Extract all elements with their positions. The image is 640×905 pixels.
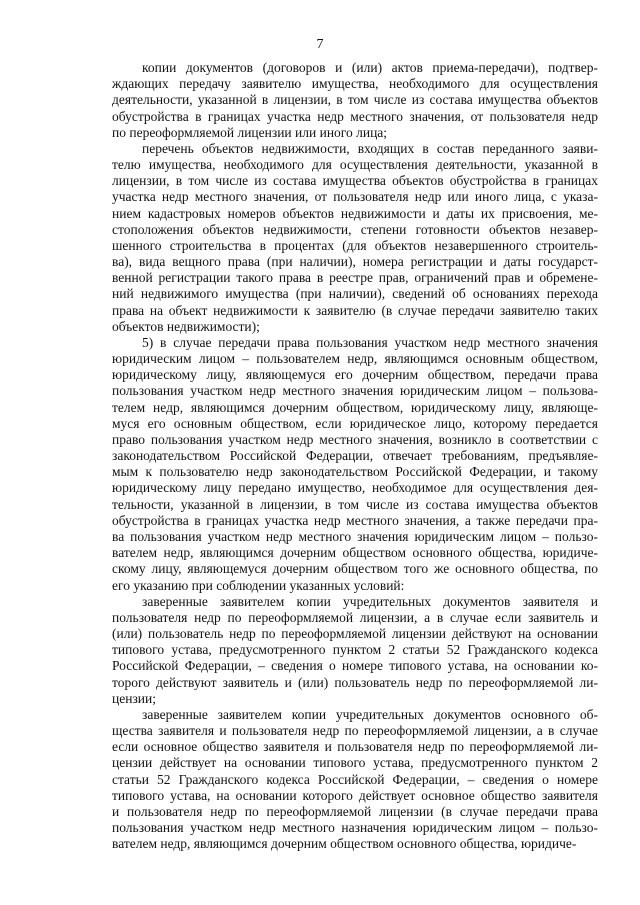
paragraph [112,594,598,707]
text-line: типового устава, на основании которого действует основное общество заявителя [112,787,598,803]
document-body [112,60,598,852]
text-line: участка недр местного значения, от пользователя недр или иного лица, с указа- [112,189,598,205]
text-line: ва пользования участком недр местного значения юридическим лицом – пользо- [112,528,598,544]
text-line: законодательством Российской Федерации, отвечает требованиям, предъявляе- [112,448,598,464]
text-line: обустройства в границах участка недр местного значения, от пользователя недр [112,108,598,124]
text-line: право пользования участком недр местного значения, возникло в соответствии с [112,431,598,447]
text-line: копии документов (договоров и (или) актов приема-передачи), подтвер- [142,60,598,75]
text-line: скому лицу, являющемуся дочерним обществом того же основного общества, по [112,561,598,577]
text-line: ва), вида вещного права (при наличии), номера регистрации и даты государст- [112,254,598,270]
text-line: телем недр, являющимся дочерним обществом, юридическому лицу, являюще- [112,399,598,415]
text-line: его указанию при соблюдении указанных условий: [112,577,405,593]
text-line: права на объект недвижимости к заявителю (в случае передачи заявителю таких [112,302,598,318]
text-line: муся его основным обществом, если юридическое лицо, которому передается [112,415,598,431]
text-line: венной регистрации такого права в реестре прав, ограничений прав и обремене- [112,270,598,286]
text-line: 5) в случае передачи права пользования участком недр местного значения [142,334,598,350]
text-line: деятельности, указанной в лицензии, в том числе из состава имущества объектов [112,92,598,108]
text-line: ний недвижимого имущества (при наличии), сведений об основаниях перехода [112,286,598,302]
text-line: стоположения объектов недвижимости, степени готовности объектов незавер- [112,221,598,237]
paragraph [112,707,598,853]
text-line: объектов недвижимости); [112,318,260,334]
paragraph [112,141,598,335]
text-line: цензии; [112,690,156,706]
paragraph [112,335,598,594]
text-line: цензии действует на основании типового устава, предусмотренного пунктом 2 [112,755,598,771]
text-line: торого действуют заявитель и (или) пользователь недр по переоформляемой ли- [112,674,598,690]
text-line: мым к пользователю недр законодательством Российской Федерации, и такому [112,464,598,480]
text-line: по переоформляемой лицензии или иного лица; [112,124,388,140]
text-line: и пользователя недр по переоформляемой лицензии (в случае передачи права [112,803,598,819]
text-line: вателем недр, являющимся дочерним обществом основного общества, юридиче- [112,545,598,561]
text-line: юридическому лицу, являющемуся его дочерним обществом, передачи права [112,367,598,383]
text-line: юридическому лицу передано имущество, необходимое для осуществления дея- [112,480,598,496]
text-line: заверенные заявителем копии учредительных документов заявителя и [142,593,598,609]
text-line: пользования участком недр местного назначения юридическим лицом – пользо- [112,820,598,836]
text-line: вателем недр, являющимся дочерним обществом основного общества, юридиче- [112,836,577,852]
text-line: если основное общество заявителя и пользователя недр по переоформляемой ли- [112,739,598,755]
text-line: заверенные заявителем копии учредительных документов основного об- [142,706,598,722]
page-number: 7 [316,37,324,52]
text-line: тельности, указанной в лицензии, в том числе из состава имущества объектов [112,496,598,512]
text-line: телю имущества, необходимого для осуществления деятельности, указанной в [112,157,598,173]
text-line: пользования участком недр местного значения юридическим лицом – пользова- [112,383,598,399]
text-line: шенного строительства в процентах (для объектов незавершенного строитель- [112,237,598,253]
text-line: щества заявителя и пользователя недр по переоформляемой лицензии, а в случае [112,723,598,739]
text-line: ждающих передачу заявителю имущества, необходимого для осуществления [112,76,598,92]
text-line: лицензии, в том числе из состава имущества объектов обустройства в границах [112,173,598,189]
text-line: Российской Федерации, – сведения о номере типового устава, на основании ко- [112,658,598,674]
text-line: юридическим лицом – пользователем недр, являющимся основным обществом, [112,351,598,367]
text-line: перечень объектов недвижимости, входящих в состав переданного заяви- [142,140,598,156]
text-line: обустройства в границах участка недр местного значения, а также передачи пра- [112,512,598,528]
text-line: типового устава, предусмотренного пунктом 2 статьи 52 Гражданского кодекса [112,642,598,658]
text-line: статьи 52 Гражданского кодекса Российской Федерации, – сведения о номере [112,771,598,787]
text-line: пользователя недр по переоформляемой лицензии, а в случае если заявитель и [112,609,598,625]
text-line: (или) пользователь недр по переоформляемой лицензии действуют на основании [112,626,598,642]
paragraph [112,60,598,141]
text-line: нием кадастровых номеров объектов недвижимости и даты их присвоения, ме- [112,205,598,221]
